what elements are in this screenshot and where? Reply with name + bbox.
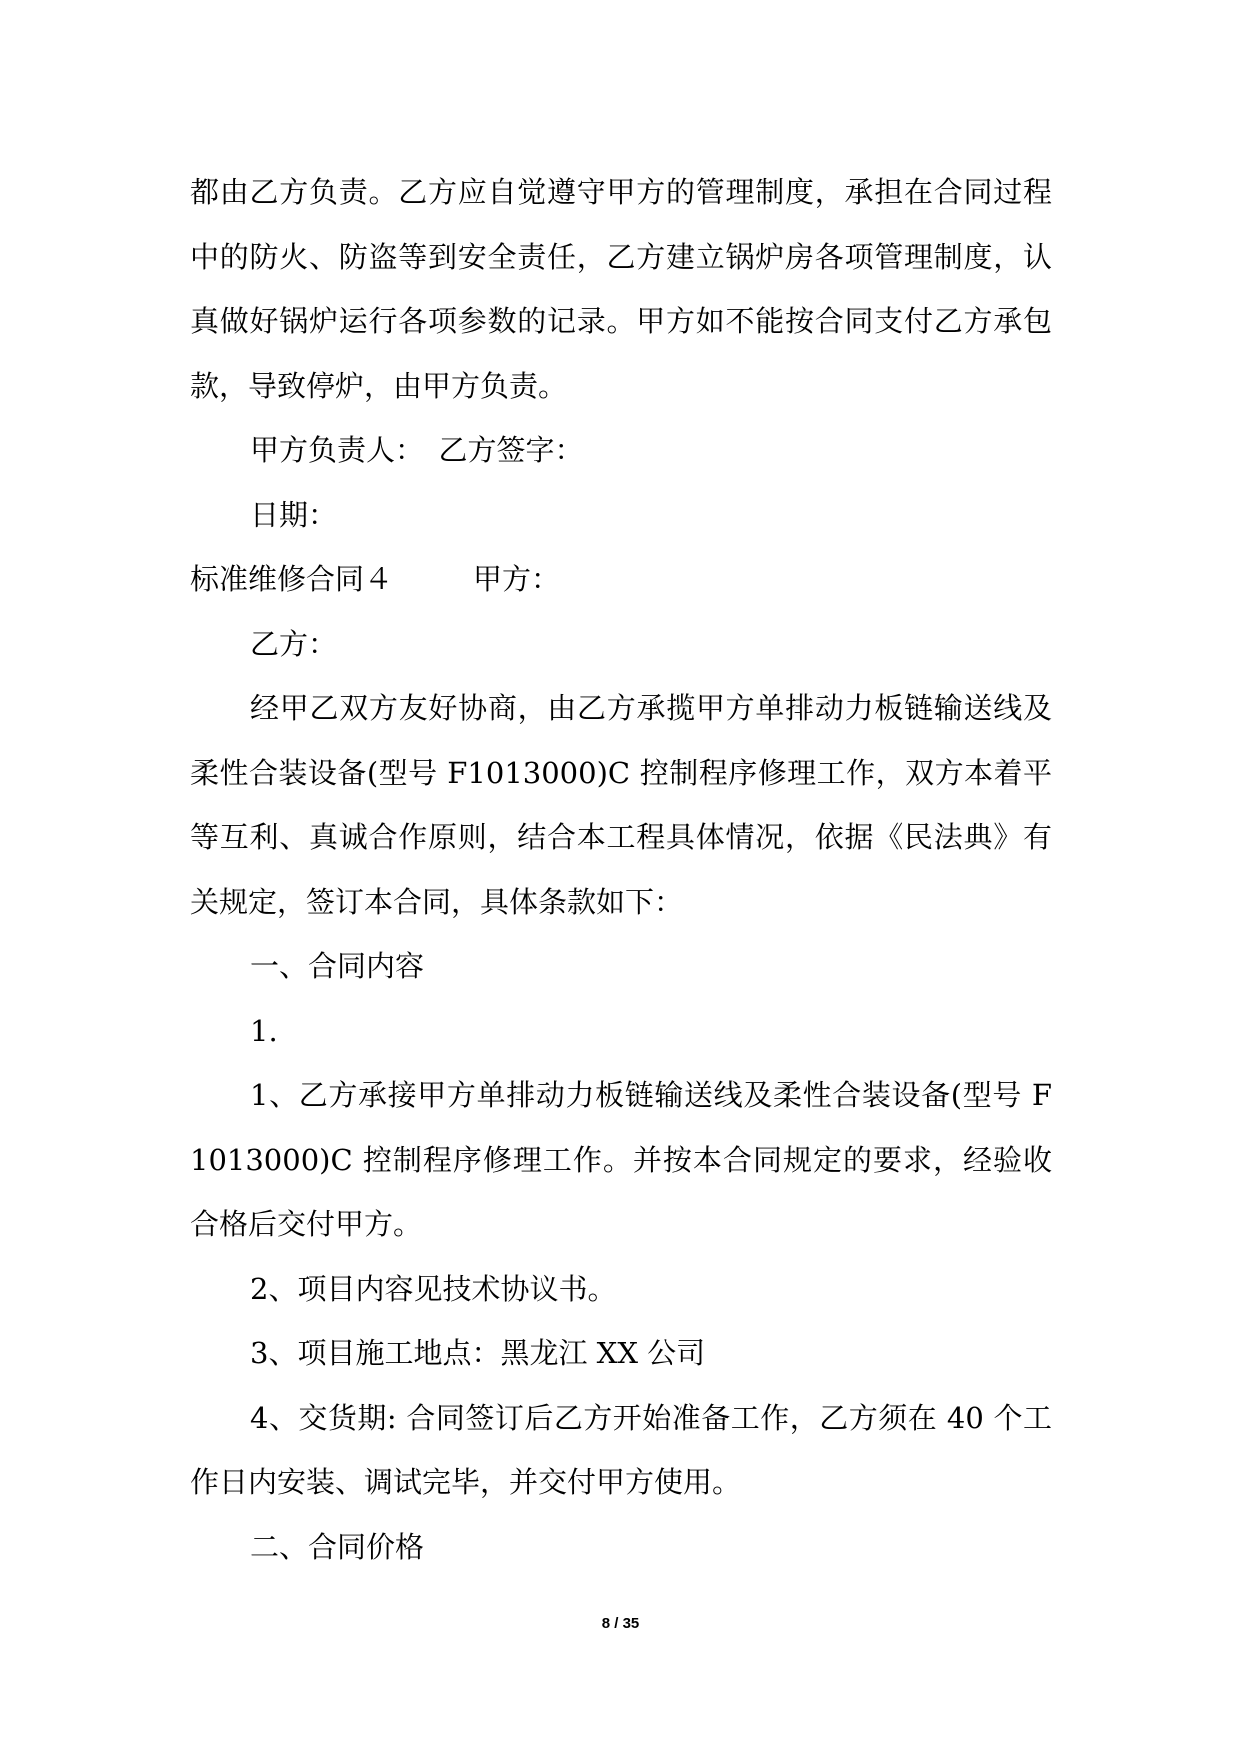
list-item-2: 2、项目内容见技术协议书。 [250,1271,617,1306]
paragraph-preamble: 经甲乙双方友好协商，由乙方承揽甲方单排动力板链输送线及柔性合装设备(型号 F1013000)C 控制程序修理工作，双方本着平等互利、真诚合作原则，结合本工程具体情况，依据《民法典》有关规定，签订本合同，具体条款如下： [190,691,1052,919]
list-item-number: 1. [250,1013,278,1048]
party-a-label: 甲方： [473,562,561,596]
section-heading-contract-price: 二、合同价格 [250,1529,425,1564]
page-number: 8 / 35 [601,1615,640,1632]
document-body [190,160,1052,1579]
list-item-3: 3、项目施工地点：黑龙江 XX 公司 [250,1336,706,1370]
list-item-1: 1、乙方承接甲方单排动力板链输送线及柔性合装设备(型号 F1013000)C 控制程序修理工作。并按本合同规定的要求，经验收合格后交付甲方。 [190,1078,1052,1241]
date-line: 日期： [250,497,338,532]
signature-line: 甲方负责人： 乙方签字： [250,433,584,467]
paragraph-responsibility: 都由乙方负责。乙方应自觉遵守甲方的管理制度，承担在合同过程中的防火、防盗等到安全责任，乙方建立锅炉房各项管理制度，认真做好锅炉运行各项参数的记录。甲方如不能按合同支付乙方承包款，导致停炉，由甲方负责。 [190,175,1052,403]
section-heading-contract-content: 一、合同内容 [250,949,425,983]
contract-title: 标准维修合同４ [190,562,394,596]
contract-heading-line [190,547,1052,612]
party-b-label: 乙方： [250,626,338,661]
list-item-4: 4、交货期: 合同签订后乙方开始准备工作，乙方须在 40 个工作日内安装、调试完毕，并交付甲方使用。 [190,1400,1052,1499]
